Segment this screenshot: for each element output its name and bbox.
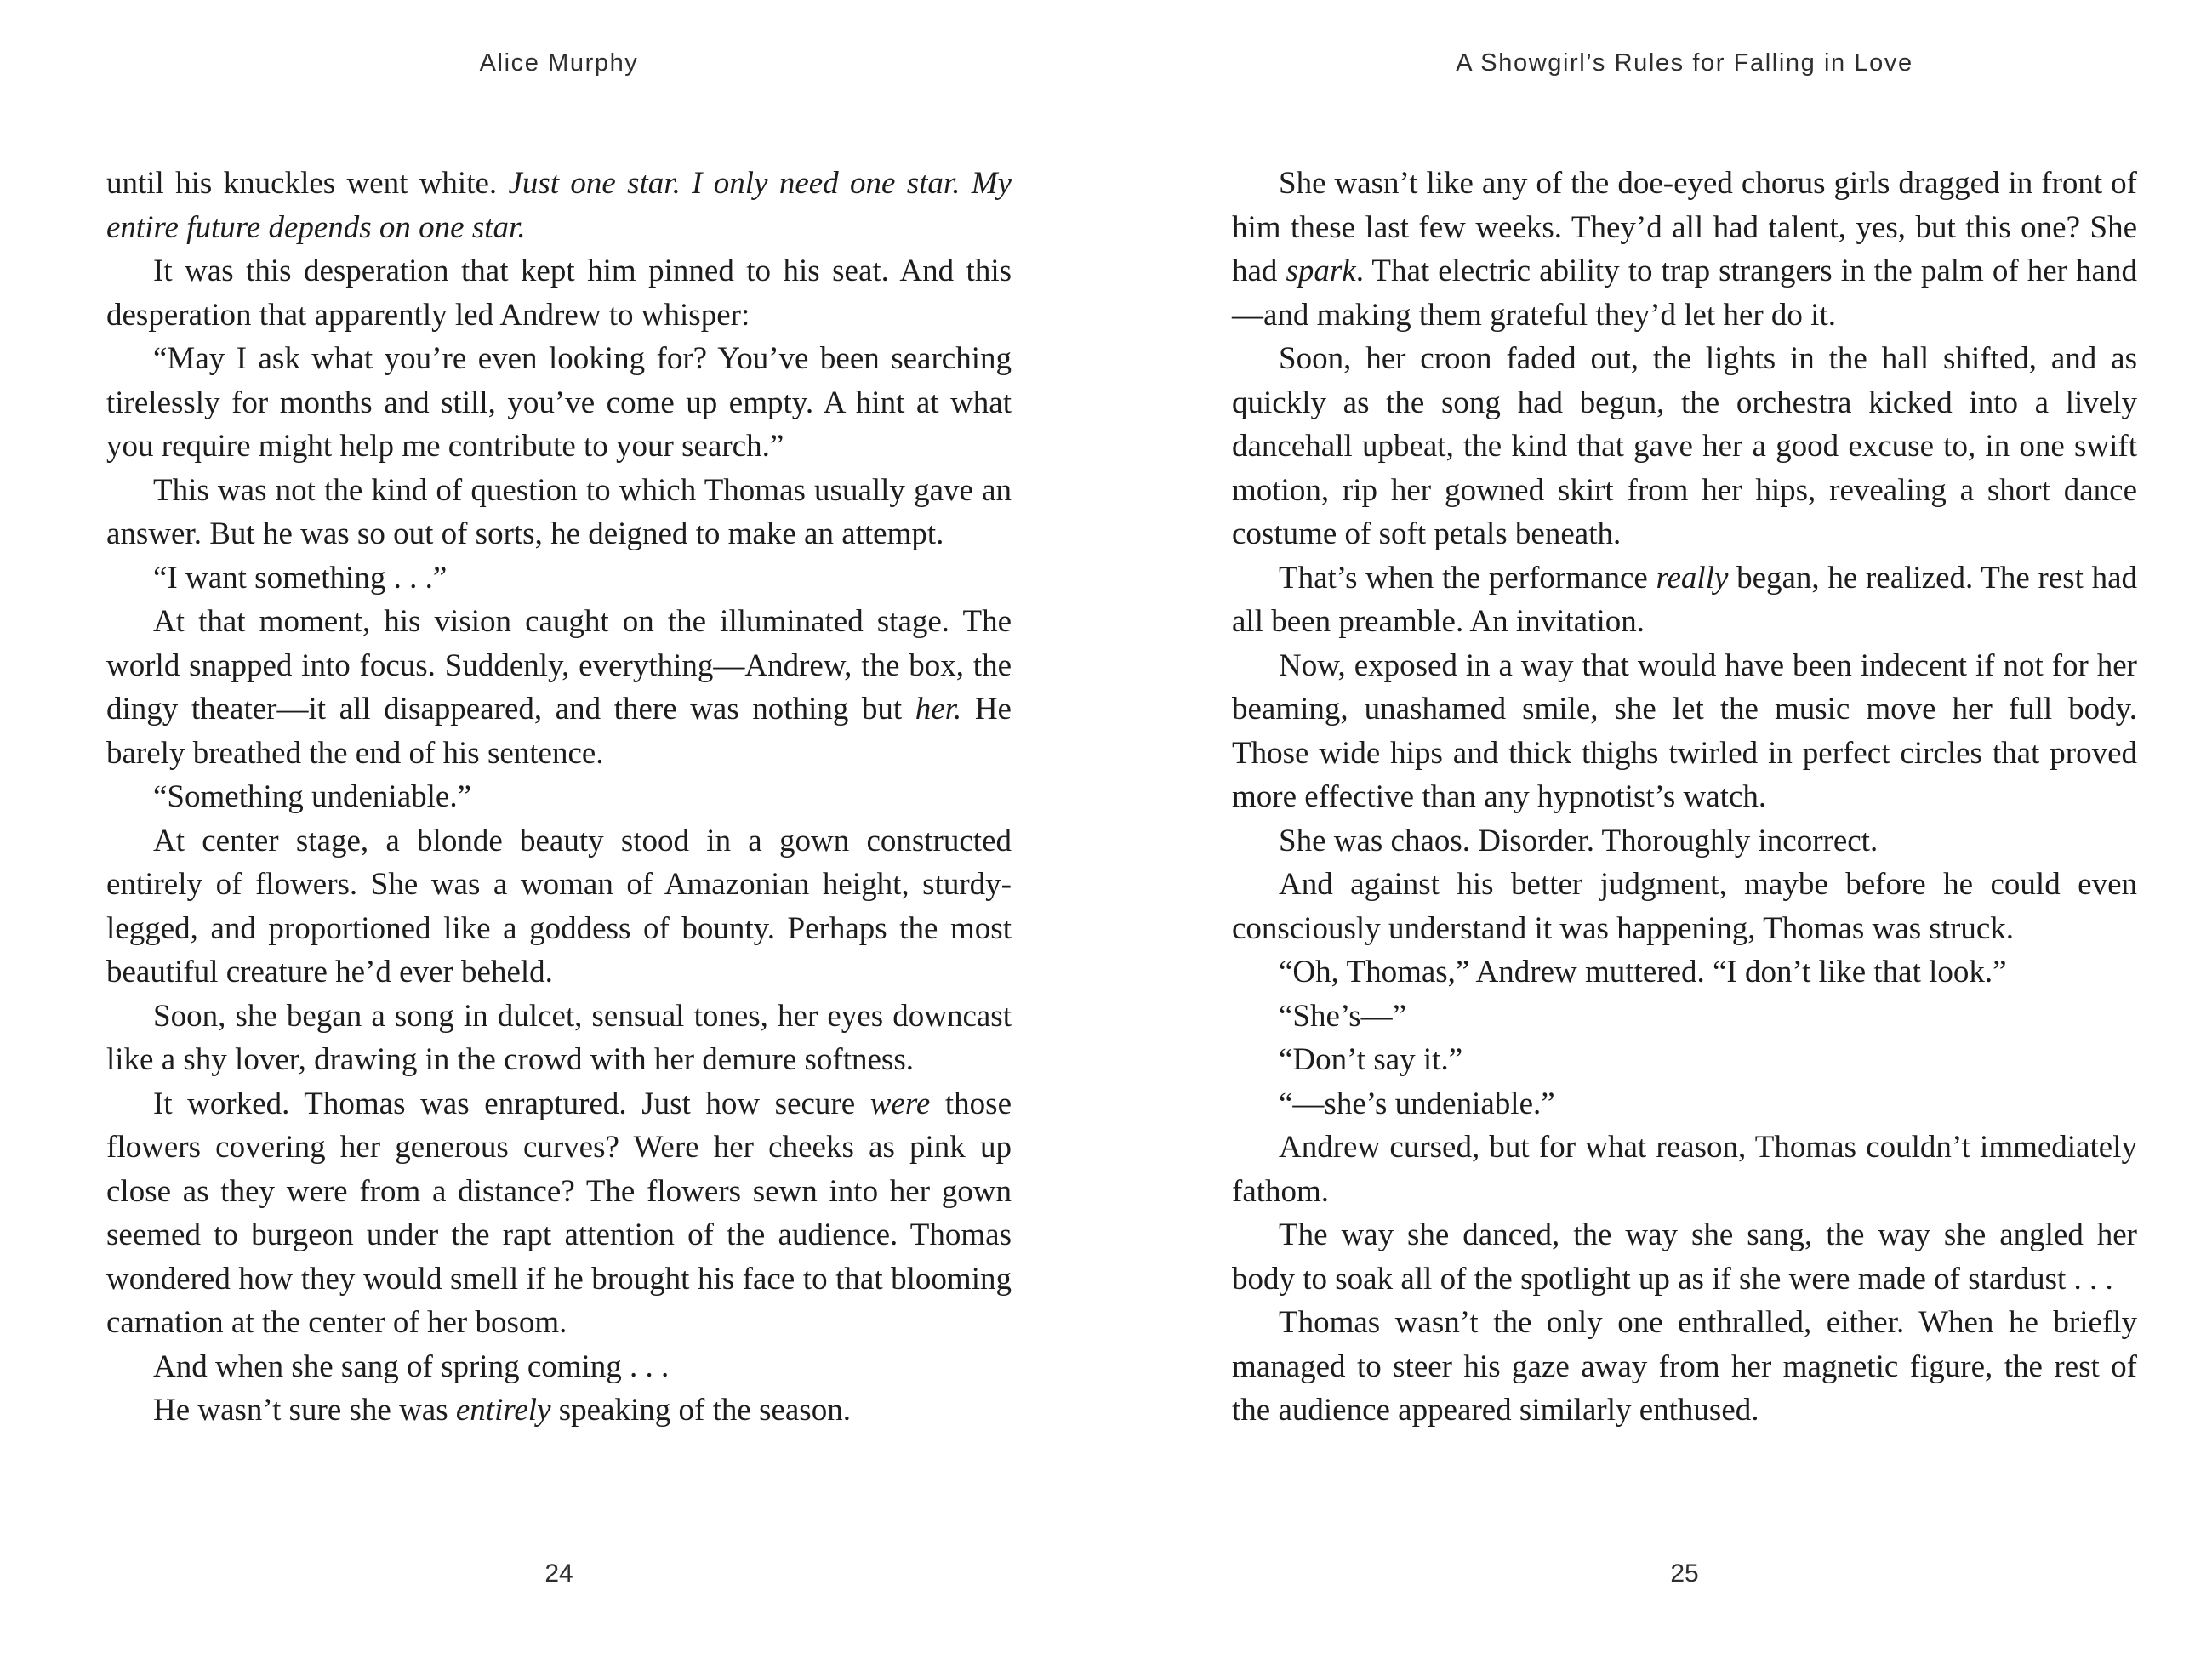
text-run: Soon, she began a song in dulcet, sensual tones, her eyes downcast like a shy lover, drawing in the crowd with her demure softness. <box>106 998 1012 1077</box>
paragraph <box>106 1082 1012 1345</box>
paragraph <box>1232 1126 2137 1213</box>
text-run: She wasn’t like any of the doe-eyed chorus girls dragged in front of him these last few weeks. They’d all had talent, yes, but this one? She had <box>1232 166 2137 288</box>
italic-text-run: her. <box>915 692 962 727</box>
paragraph <box>1232 995 2137 1039</box>
paragraph <box>1232 337 2137 556</box>
paragraph <box>106 1388 1012 1433</box>
paragraph <box>106 556 1012 601</box>
text-run: “May I ask what you’re even looking for? You’ve been searching tirelessly for months and still, you’ve come up empty. A hint at what you require might help me contribute to your search.” <box>106 341 1012 464</box>
text-run: He wasn’t sure she was <box>153 1393 456 1428</box>
text-run: Andrew cursed, but for what reason, Thomas couldn’t immediately fathom. <box>1232 1130 2137 1209</box>
text-run: It worked. Thomas was enraptured. Just how secure <box>153 1086 870 1121</box>
paragraph <box>106 819 1012 995</box>
paragraph <box>106 775 1012 819</box>
paragraph <box>1232 1082 2137 1126</box>
paragraph <box>1232 162 2137 337</box>
text-run: Soon, her croon faded out, the lights in the hall shifted, and as quickly as the song had begun, the orchestra kicked into a lively dancehall upbeat, the kind that gave her a good excuse to, in one swift motion, rip her gowned skirt from her hips, revealing a short dance costume of soft petals beneath. <box>1232 341 2137 551</box>
text-run: That’s when the performance <box>1279 560 1656 596</box>
text-run: speaking of the season. <box>550 1393 851 1428</box>
text-run: And against his better judgment, maybe before he could even consciously understand it was happening, Thomas was struck. <box>1232 867 2137 946</box>
text-run: “—she’s undeniable.” <box>1279 1086 1555 1121</box>
left-running-header: Alice Murphy <box>479 49 639 77</box>
text-run: “I want something . . .” <box>153 560 448 596</box>
text-run: until his knuckles went white. <box>106 166 509 201</box>
paragraph <box>106 995 1012 1082</box>
paragraph <box>1232 1038 2137 1082</box>
text-run: This was not the kind of question to which Thomas usually gave an answer. But he was so out of sorts, he deigned to make an attempt. <box>106 472 1012 551</box>
paragraph <box>1232 644 2137 819</box>
text-run: At center stage, a blonde beauty stood in a gown constructed entirely of flowers. She was a woman of Amazonian height, sturdy-legged, and proportioned like a goddess of bounty. Perhaps the most beautiful creature he’d ever beheld. <box>106 823 1012 989</box>
right-running-header: A Showgirl’s Rules for Falling in Love <box>1456 49 1913 77</box>
left-page <box>106 0 1012 1659</box>
text-run: “Oh, Thomas,” Andrew muttered. “I don’t like that look.” <box>1279 955 2007 989</box>
paragraph <box>1232 1301 2137 1433</box>
text-run: The way she danced, the way she sang, the way she angled her body to soak all of the spotlight up as if she were made of stardust . . . <box>1232 1217 2137 1297</box>
paragraph <box>1232 556 2137 644</box>
text-run: She was chaos. Disorder. Thoroughly incorrect. <box>1279 823 1878 858</box>
paragraph <box>1232 950 2137 995</box>
text-run: began, he realized. The rest had all been preamble. An invitation. <box>1232 560 2137 639</box>
paragraph <box>106 1345 1012 1389</box>
italic-text-run: were <box>869 1086 931 1121</box>
italic-text-run: spark <box>1286 254 1356 288</box>
text-run: Thomas wasn’t the only one enthralled, either. When he briefly managed to steer his gaze away from her magnetic figure, the rest of the audience appeared similarly enthused. <box>1232 1305 2137 1428</box>
text-run: those flowers covering her generous curves? Were her cheeks as pink up close as they were from a distance? The flowers sewn into her gown seemed to burgeon under the rapt attention of the audience. Thomas wondered how they would smell if he brought his face to that blooming carnation at the center of her bosom. <box>106 1086 1012 1340</box>
text-run: . That electric ability to trap strangers in the palm of her hand—and making them grateful they’d let her do it. <box>1232 254 2137 333</box>
text-run: “Don’t say it.” <box>1279 1042 1463 1077</box>
text-run: And when she sang of spring coming . . . <box>153 1348 670 1384</box>
italic-text-run: Just one star. I only need one star. My entire future depends on one star. <box>106 166 1012 245</box>
italic-text-run: entirely <box>455 1393 551 1428</box>
italic-text-run: really <box>1656 560 1729 596</box>
text-run: Now, exposed in a way that would have been indecent if not for her beaming, unashamed smile, she let the music move her full body. Those wide hips and thick thighs twirled in perfect circles that proved more effective than any hypnotist’s watch. <box>1232 647 2137 814</box>
left-page-body <box>106 162 1012 1433</box>
paragraph <box>1232 863 2137 950</box>
right-page <box>1232 0 2137 1659</box>
paragraph <box>106 337 1012 469</box>
paragraph <box>106 162 1012 249</box>
paragraph <box>106 469 1012 556</box>
text-run: He barely breathed the end of his sentence. <box>106 692 1012 771</box>
right-page-number: 25 <box>1670 1559 1699 1588</box>
right-page-body <box>1232 162 2137 1433</box>
paragraph <box>106 600 1012 775</box>
text-run: It was this desperation that kept him pinned to his seat. And this desperation that apparently led Andrew to whisper: <box>106 254 1012 333</box>
text-run: “She’s—” <box>1279 998 1407 1034</box>
text-run: At that moment, his vision caught on the illuminated stage. The world snapped into focus. Suddenly, everything—Andrew, the box, the dingy theater—it all disappeared, and there was nothing but <box>106 604 1012 727</box>
left-page-number: 24 <box>544 1559 573 1588</box>
paragraph <box>1232 819 2137 864</box>
paragraph <box>106 249 1012 337</box>
text-run: “Something undeniable.” <box>153 779 472 814</box>
paragraph <box>1232 1213 2137 1301</box>
